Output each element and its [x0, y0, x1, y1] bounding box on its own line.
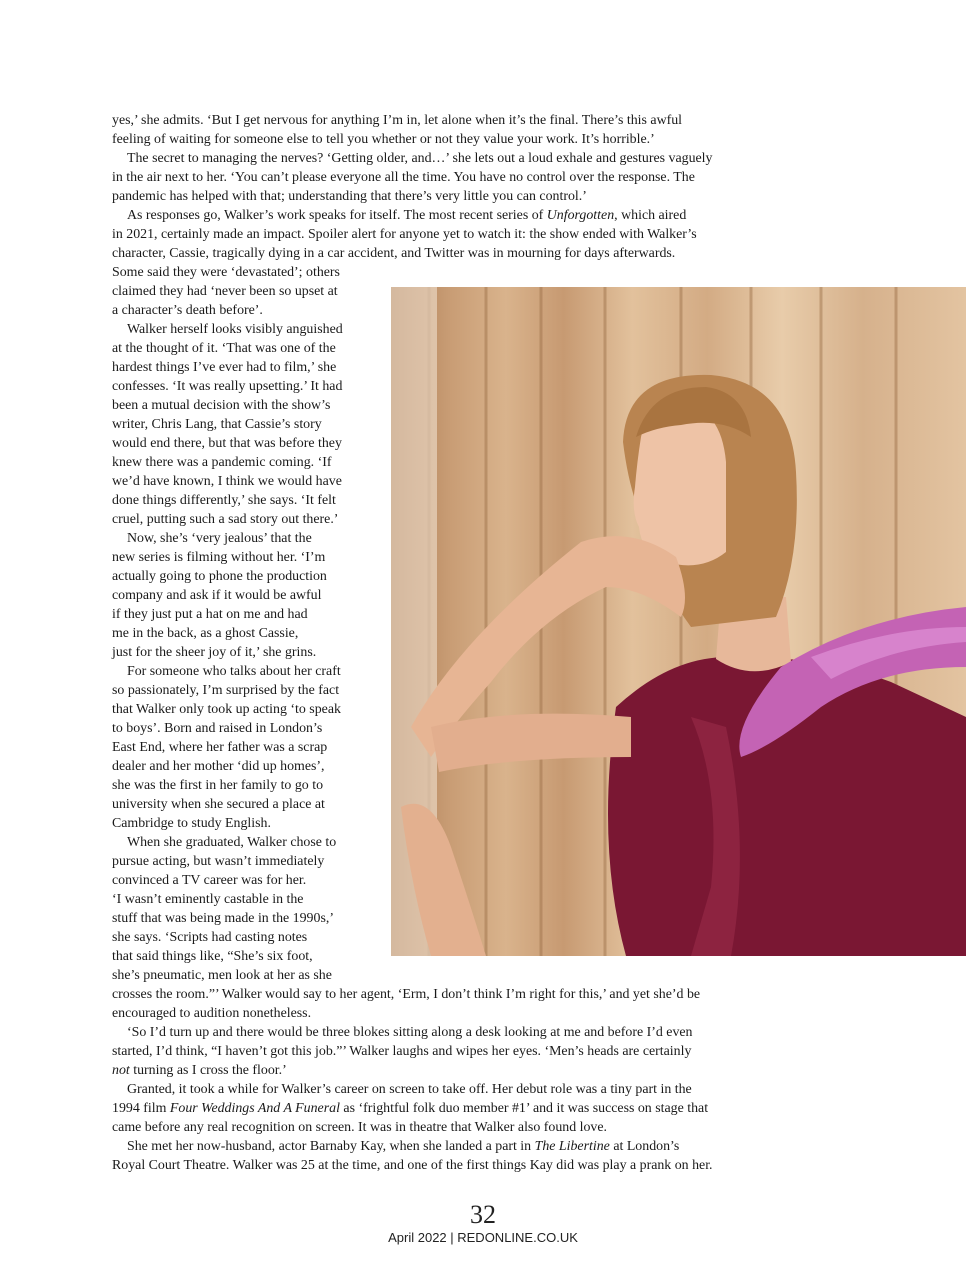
body-line: claimed they had ‘never been so upset at	[112, 284, 338, 299]
body-line: hardest things I’ve ever had to film,’ she	[112, 360, 337, 375]
body-line: When she graduated, Walker chose to	[127, 835, 337, 850]
body-line: new series is filming without her. ‘I’m	[112, 550, 326, 565]
body-line: at the thought of it. ‘That was one of the	[112, 341, 336, 356]
body-line: if they just put a hat on me and had	[112, 607, 308, 622]
body-line: university when she secured a place at	[112, 797, 325, 812]
body-line: she’s pneumatic, men look at her as she	[112, 968, 332, 983]
body-line: Cambridge to study English.	[112, 816, 271, 831]
body-line: done things differently,’ she says. ‘It felt	[112, 493, 336, 508]
page-number: 32	[470, 1200, 496, 1229]
portrait-photo	[391, 287, 966, 956]
body-line: encouraged to audition nonetheless.	[112, 1006, 312, 1021]
body-line: feeling of waiting for someone else to tell you whether or not they value your work. It’s horrible.’	[112, 132, 655, 147]
body-line: to boys’. Born and raised in London’s	[112, 721, 323, 736]
body-line: dealer and her mother ‘did up homes’,	[112, 759, 325, 774]
body-line: in the air next to her. ‘You can’t please everyone all the time. You have no control over the response. The	[112, 170, 695, 185]
body-line: started, I’d think, “I haven’t got this job.”’ Walker laughs and wipes her eyes. ‘Men’s heads are certainly	[112, 1044, 692, 1059]
body-line: For someone who talks about her craft	[127, 664, 341, 679]
body-line: came before any real recognition on screen. It was in theatre that Walker also found love.	[112, 1120, 608, 1135]
body-line: company and ask if it would be awful	[112, 588, 322, 603]
body-line: that Walker only took up acting ‘to speak	[112, 702, 341, 717]
body-line: so passionately, I’m surprised by the fact	[112, 683, 340, 698]
body-line: just for the sheer joy of it,’ she grins.	[112, 645, 317, 660]
issue-line: April 2022 | REDONLINE.CO.UK	[388, 1230, 578, 1245]
body-line: me in the back, as a ghost Cassie,	[112, 626, 299, 641]
body-line: not turning as I cross the floor.’	[112, 1063, 287, 1078]
body-line: ‘So I’d turn up and there would be three blokes sitting along a desk looking at me and before I’d even	[127, 1025, 693, 1040]
body-line: convinced a TV career was for her.	[112, 873, 307, 888]
body-line: actually going to phone the production	[112, 569, 327, 584]
body-line: Some said they were ‘devastated’; others	[112, 265, 340, 280]
body-line: in 2021, certainly made an impact. Spoiler alert for anyone yet to watch it: the show ended with Walker’s	[112, 227, 697, 242]
body-line: pursue acting, but wasn’t immediately	[112, 854, 325, 869]
body-line: confesses. ‘It was really upsetting.’ It had	[112, 379, 343, 394]
body-line: Granted, it took a while for Walker’s career on screen to take off. Her debut role was a tiny part in the	[127, 1082, 692, 1097]
body-line: yes,’ she admits. ‘But I get nervous for anything I’m in, let alone when it’s the final. There’s this awful	[112, 113, 683, 128]
body-line: stuff that was being made in the 1990s,’	[112, 911, 334, 926]
body-line: 1994 film Four Weddings And A Funeral as ‘frightful folk duo member #1’ and it was success on stage that	[112, 1101, 709, 1116]
portrait-illustration	[391, 287, 966, 956]
body-line: Royal Court Theatre. Walker was 25 at the time, and one of the first things Kay did was play a prank on her.	[112, 1158, 713, 1173]
body-line: character, Cassie, tragically dying in a car accident, and Twitter was in mourning for days afterwards.	[112, 246, 676, 261]
body-line: Walker herself looks visibly anguished	[127, 322, 343, 337]
body-line: She met her now-husband, actor Barnaby Kay, when she landed a part in The Libertine at London’s	[127, 1139, 680, 1154]
body-line: she was the first in her family to go to	[112, 778, 324, 793]
body-line: Now, she’s ‘very jealous’ that the	[127, 531, 312, 546]
body-line: ‘I wasn’t eminently castable in the	[112, 892, 304, 907]
body-line: writer, Chris Lang, that Cassie’s story	[112, 417, 322, 432]
body-line: pandemic has helped with that; understanding that there’s very little you can control.’	[112, 189, 587, 204]
body-line: she says. ‘Scripts had casting notes	[112, 930, 308, 945]
body-line: a character’s death before’.	[112, 303, 263, 318]
body-line: knew there was a pandemic coming. ‘If	[112, 455, 332, 470]
body-line: been a mutual decision with the show’s	[112, 398, 331, 413]
body-line: crosses the room.”’ Walker would say to her agent, ‘Erm, I don’t think I’m right for this,’ and yet she’d be	[112, 987, 701, 1002]
body-line: East End, where her father was a scrap	[112, 740, 328, 755]
body-line: we’d have known, I think we would have	[112, 474, 342, 489]
body-line: As responses go, Walker’s work speaks for itself. The most recent series of Unforgotten, which aired	[127, 208, 687, 223]
body-line: that said things like, “She’s six foot,	[112, 949, 313, 964]
body-line: would end there, but that was before they	[112, 436, 342, 451]
body-line: cruel, putting such a sad story out there.’	[112, 512, 339, 527]
body-line: The secret to managing the nerves? ‘Getting older, and…’ she lets out a loud exhale and gestures vaguely	[127, 151, 713, 166]
